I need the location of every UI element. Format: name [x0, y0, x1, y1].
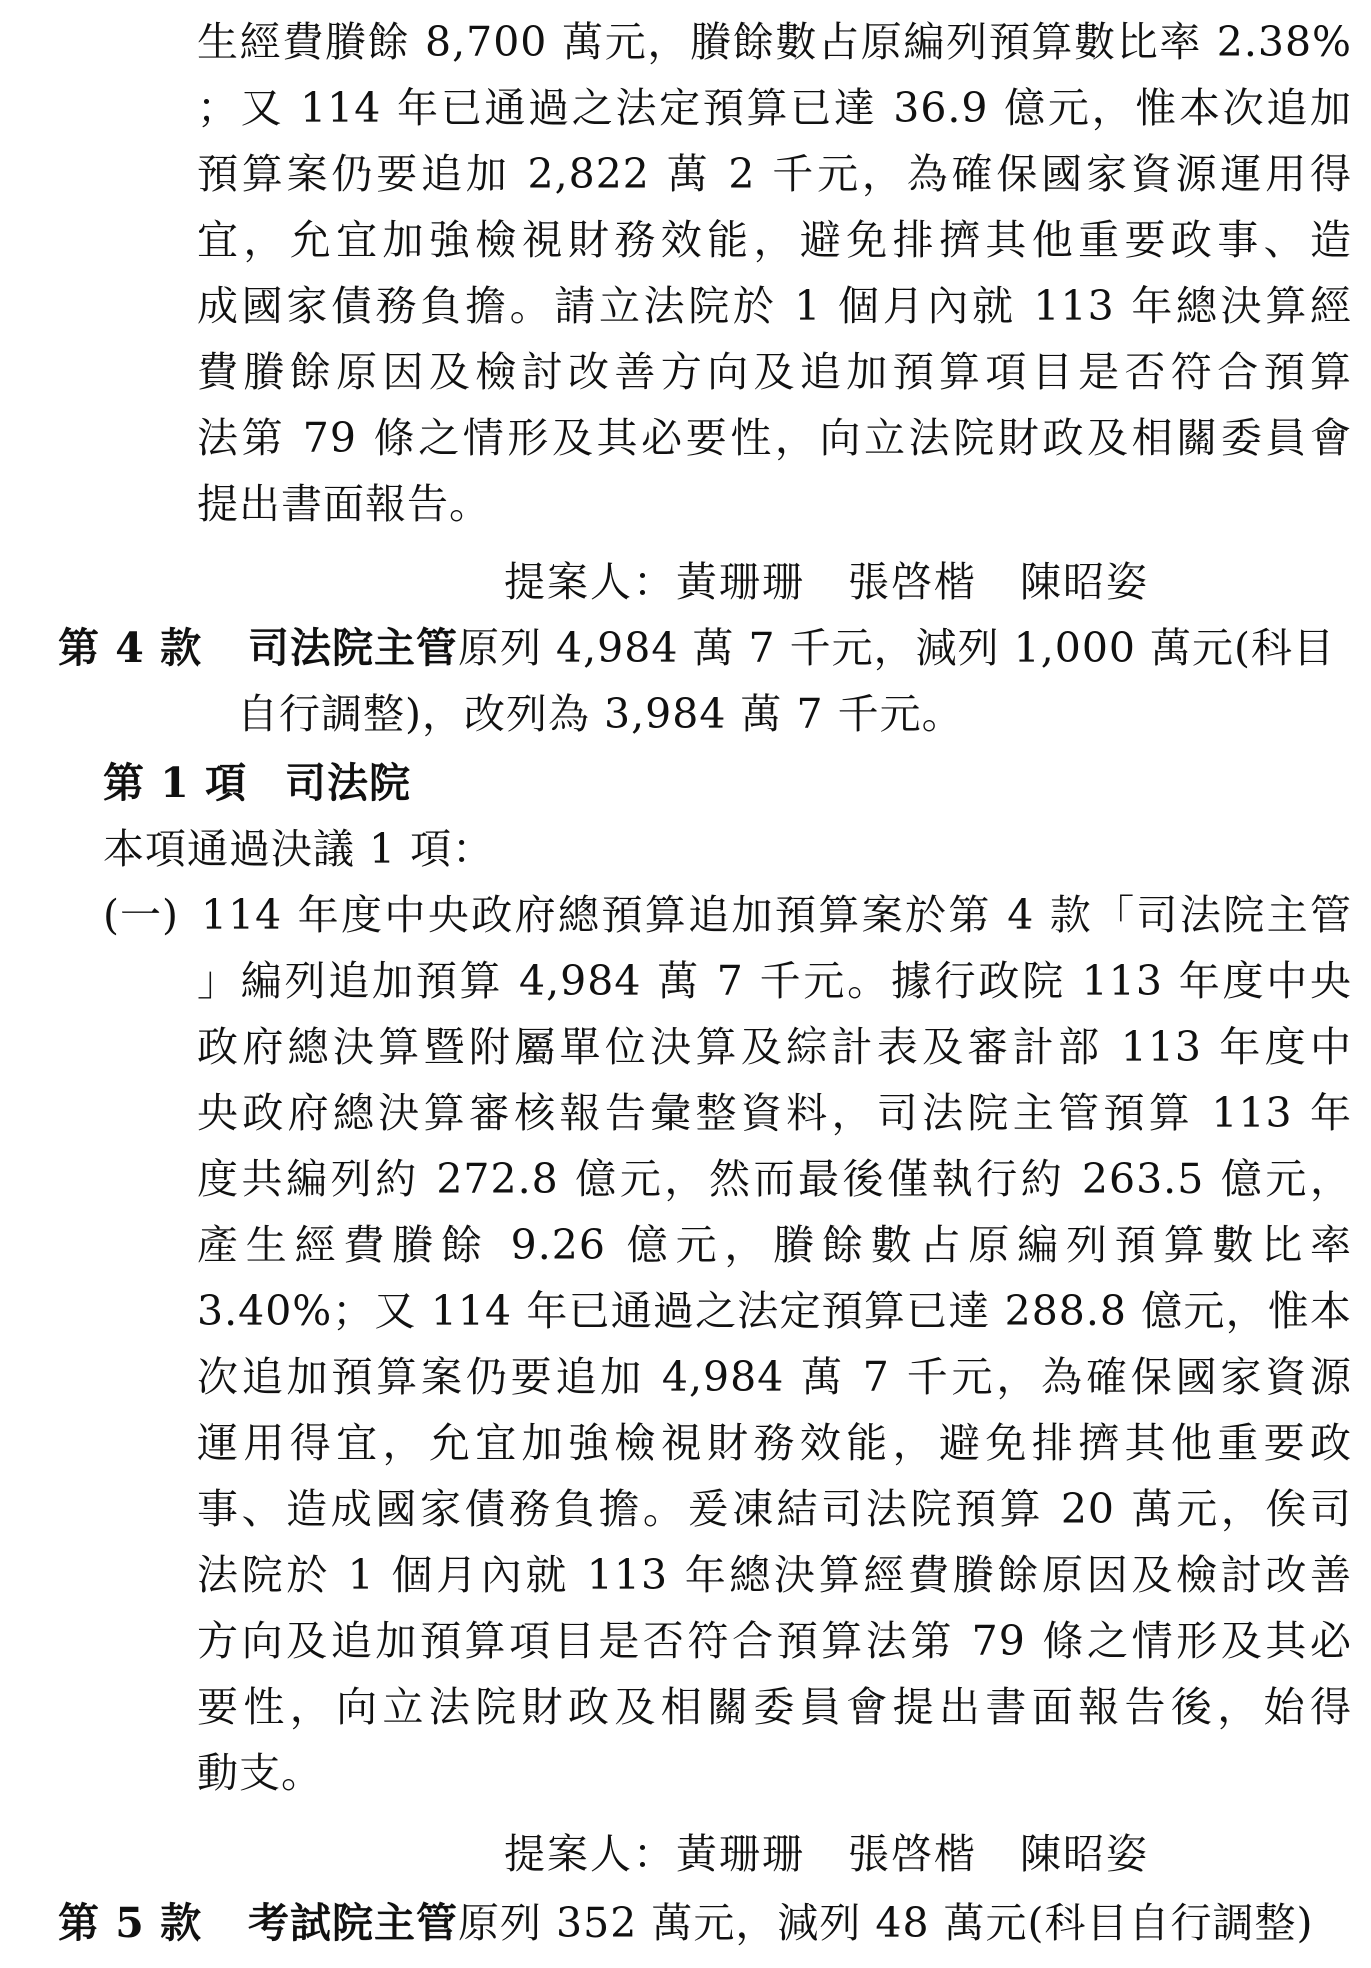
section-number: 第 5 款 — [58, 1899, 203, 1947]
section-heading — [248, 624, 1335, 672]
paragraph-line: 要性，向立法院財政及相關委員會提出書面報告後，始得 — [197, 1683, 1352, 1731]
resolution-label: (一) — [103, 891, 179, 939]
paragraph-line: 生經費賸餘 8,700 萬元，賸餘數占原編列預算數比率 2.38% — [197, 18, 1352, 66]
paragraph-line: 宜，允宜加強檢視財務效能，避免排擠其他重要政事、造 — [197, 216, 1352, 264]
paragraph-line: 產生經費賸餘 9.26 億元，賸餘數占原編列預算數比率 — [197, 1221, 1352, 1269]
item-number: 第 1 項 — [103, 759, 248, 807]
resolution-note: 本項通過決議 1 項： — [103, 825, 495, 873]
paragraph-line: 運用得宜，允宜加強檢視財務效能，避免排擠其他重要政 — [197, 1419, 1352, 1467]
section-number: 第 4 款 — [58, 624, 203, 672]
section-title: 司法院主管 — [248, 624, 458, 672]
paragraph-line: 度共編列約 272.8 億元，然而最後僅執行約 263.5 億元， — [197, 1155, 1352, 1203]
section-title: 考試院主管 — [248, 1899, 458, 1947]
paragraph-line: 提出書面報告。 — [197, 480, 491, 528]
section-amount: 原列 352 萬元，減列 48 萬元(科目自行調整) — [458, 1899, 1314, 1947]
proposer-line: 提案人：黃珊珊 張啓楷 陳昭姿 — [504, 1830, 1149, 1878]
section-amount-continued: 自行調整)，改列為 3,984 萬 7 千元。 — [237, 690, 964, 738]
paragraph-line: 政府總決算暨附屬單位決算及綜計表及審計部 113 年度中 — [197, 1023, 1352, 1071]
paragraph-line: 費賸餘原因及檢討改善方向及追加預算項目是否符合預算 — [197, 348, 1352, 396]
section-heading — [248, 1899, 1314, 1947]
paragraph-line: 3.40%；又 114 年已通過之法定預算已達 288.8 億元，惟本 — [197, 1287, 1352, 1335]
proposer-line: 提案人：黃珊珊 張啓楷 陳昭姿 — [504, 558, 1149, 606]
item-title: 司法院 — [285, 759, 411, 807]
paragraph-line: ；又 114 年已通過之法定預算已達 36.9 億元，惟本次追加 — [197, 84, 1352, 132]
section-amount: 原列 4,984 萬 7 千元，減列 1,000 萬元(科目 — [458, 624, 1336, 672]
paragraph-line: 法院於 1 個月內就 113 年總決算經費賸餘原因及檢討改善 — [197, 1551, 1352, 1599]
paragraph-line: 次追加預算案仍要追加 4,984 萬 7 千元，為確保國家資源 — [197, 1353, 1352, 1401]
paragraph-line: 法第 79 條之情形及其必要性，向立法院財政及相關委員會 — [197, 414, 1352, 462]
paragraph-line: 114 年度中央政府總預算追加預算案於第 4 款「司法院主管 — [201, 891, 1352, 939]
paragraph-line: 預算案仍要追加 2,822 萬 2 千元，為確保國家資源運用得 — [197, 150, 1352, 198]
paragraph-line: 動支。 — [197, 1749, 323, 1797]
paragraph-line: 方向及追加預算項目是否符合預算法第 79 條之情形及其必 — [197, 1617, 1352, 1665]
paragraph-line: 成國家債務負擔。請立法院於 1 個月內就 113 年總決算經 — [197, 282, 1352, 330]
paragraph-line: 事、造成國家債務負擔。爰凍結司法院預算 20 萬元，俟司 — [197, 1485, 1352, 1533]
paragraph-line: 」編列追加預算 4,984 萬 7 千元。據行政院 113 年度中央 — [197, 957, 1352, 1005]
paragraph-line: 央政府總決算審核報告彙整資料，司法院主管預算 113 年 — [197, 1089, 1352, 1137]
